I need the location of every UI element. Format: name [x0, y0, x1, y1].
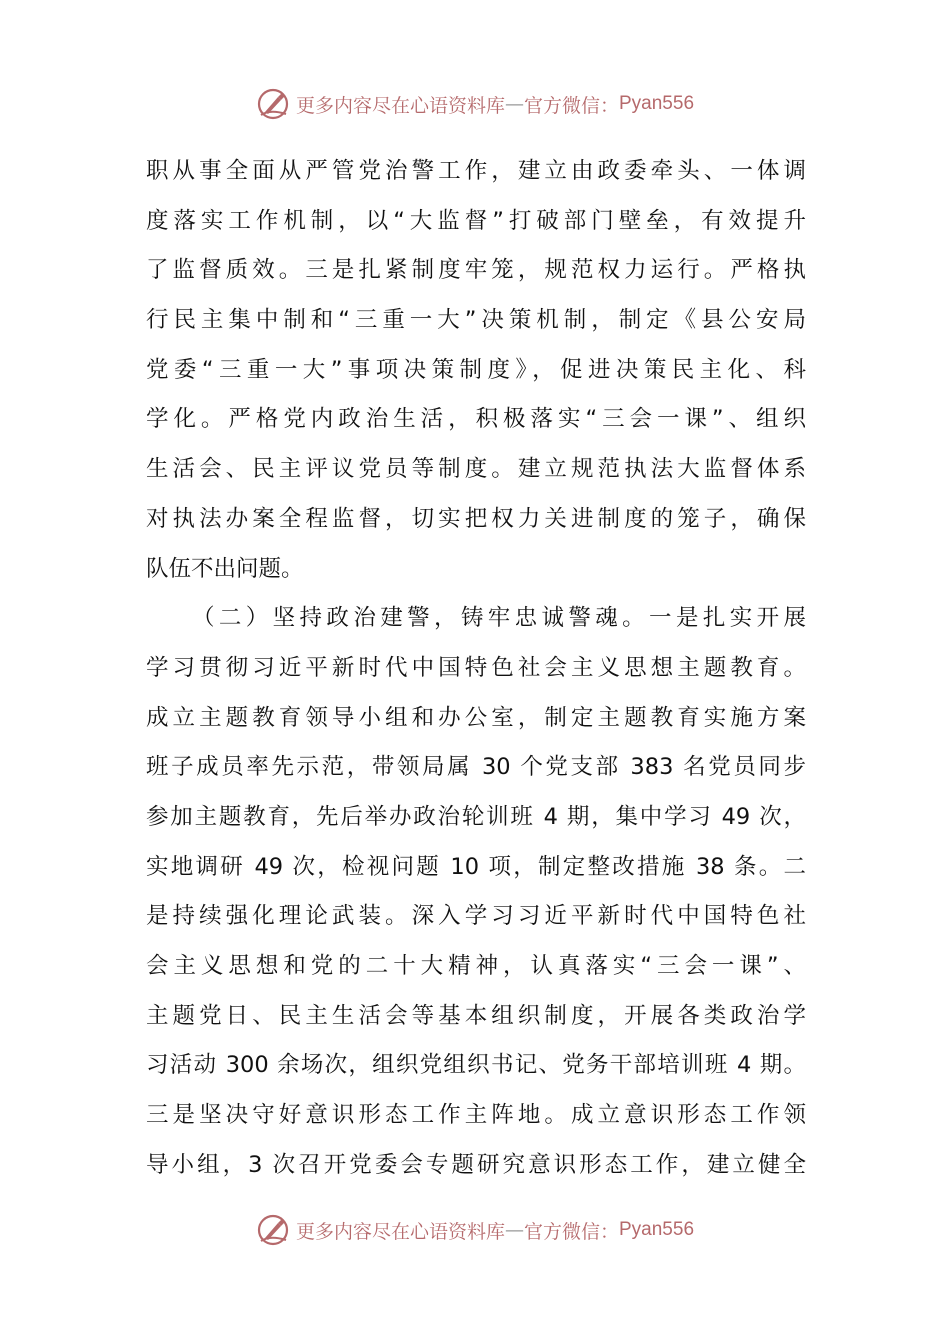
pen-circle-logo-icon — [256, 87, 290, 121]
body-line: 对执法办案全程监督，切实把权力关进制度的笼子，确保 — [146, 505, 806, 532]
body-line: 行民主集中制和“三重一大”决策机制，制定《县公安局 — [146, 307, 806, 334]
body-line: 导小组，3 次召开党委会专题研究意识形态工作，建立健全 — [146, 1151, 806, 1178]
footer-watermark — [0, 1210, 950, 1250]
pen-circle-logo-icon — [256, 1213, 290, 1247]
body-line: 习活动 300 余场次，组织党组织书记、党务干部培训班 4 期。 — [146, 1052, 806, 1079]
header-watermark — [0, 84, 950, 124]
body-line: 生活会、民主评议党员等制度。建立规范执法大监督体系 — [146, 456, 806, 483]
body-line: 党委“三重一大”事项决策制度》，促进决策民主化、科 — [146, 356, 806, 383]
body-line: 成立主题教育领导小组和办公室，制定主题教育实施方案 — [146, 704, 806, 731]
footer-account: Pyan556 — [619, 1219, 695, 1240]
header-account: Pyan556 — [619, 93, 695, 114]
body-line: 了监督质效。三是扎紧制度牢笼，规范权力运行。严格执 — [146, 257, 806, 284]
body-line: 队伍不出问题。 — [146, 555, 304, 582]
body-line: 会主义思想和党的二十大精神，认真落实“三会一课”、 — [146, 953, 806, 979]
footer-wechat-label: 官方微信： — [523, 1220, 619, 1243]
header-wechat-label: 官方微信： — [523, 94, 619, 117]
section-heading-line: （二）坚持政治建警，铸牢忠诚警魂。一是扎实开展 — [192, 605, 806, 632]
header-text-main: 更多内容尽在心语资料库 — [295, 94, 505, 117]
footer-text-main: 更多内容尽在心语资料库 — [295, 1220, 505, 1243]
body-line: 学习贯彻习近平新时代中国特色社会主义思想主题教育。 — [146, 654, 806, 681]
document-body — [146, 147, 806, 1190]
footer-separator: — — [504, 1219, 524, 1241]
body-line: 三是坚决守好意识形态工作主阵地。成立意识形态工作领 — [146, 1102, 806, 1129]
body-line: 班子成员率先示范，带领局属 30 个党支部 383 名党员同步 — [146, 754, 806, 781]
body-line: 是持续强化理论武装。深入学习习近平新时代中国特色社 — [146, 903, 806, 930]
body-line: 主题党日、民主生活会等基本组织制度，开展各类政治学 — [146, 1002, 806, 1029]
header-separator: — — [504, 93, 524, 115]
body-line: 学化。严格党内政治生活，积极落实“三会一课”、组织 — [146, 406, 806, 433]
body-line: 参加主题教育，先后举办政治轮训班 4 期，集中学习 49 次， — [146, 803, 806, 830]
body-line: 度落实工作机制，以“大监督”打破部门壁垒，有效提升 — [146, 207, 806, 234]
body-line: 职从事全面从严管党治警工作，建立由政委牵头、一体调 — [146, 158, 806, 184]
body-line: 实地调研 49 次，检视问题 10 项，制定整改措施 38 条。二 — [146, 853, 806, 880]
